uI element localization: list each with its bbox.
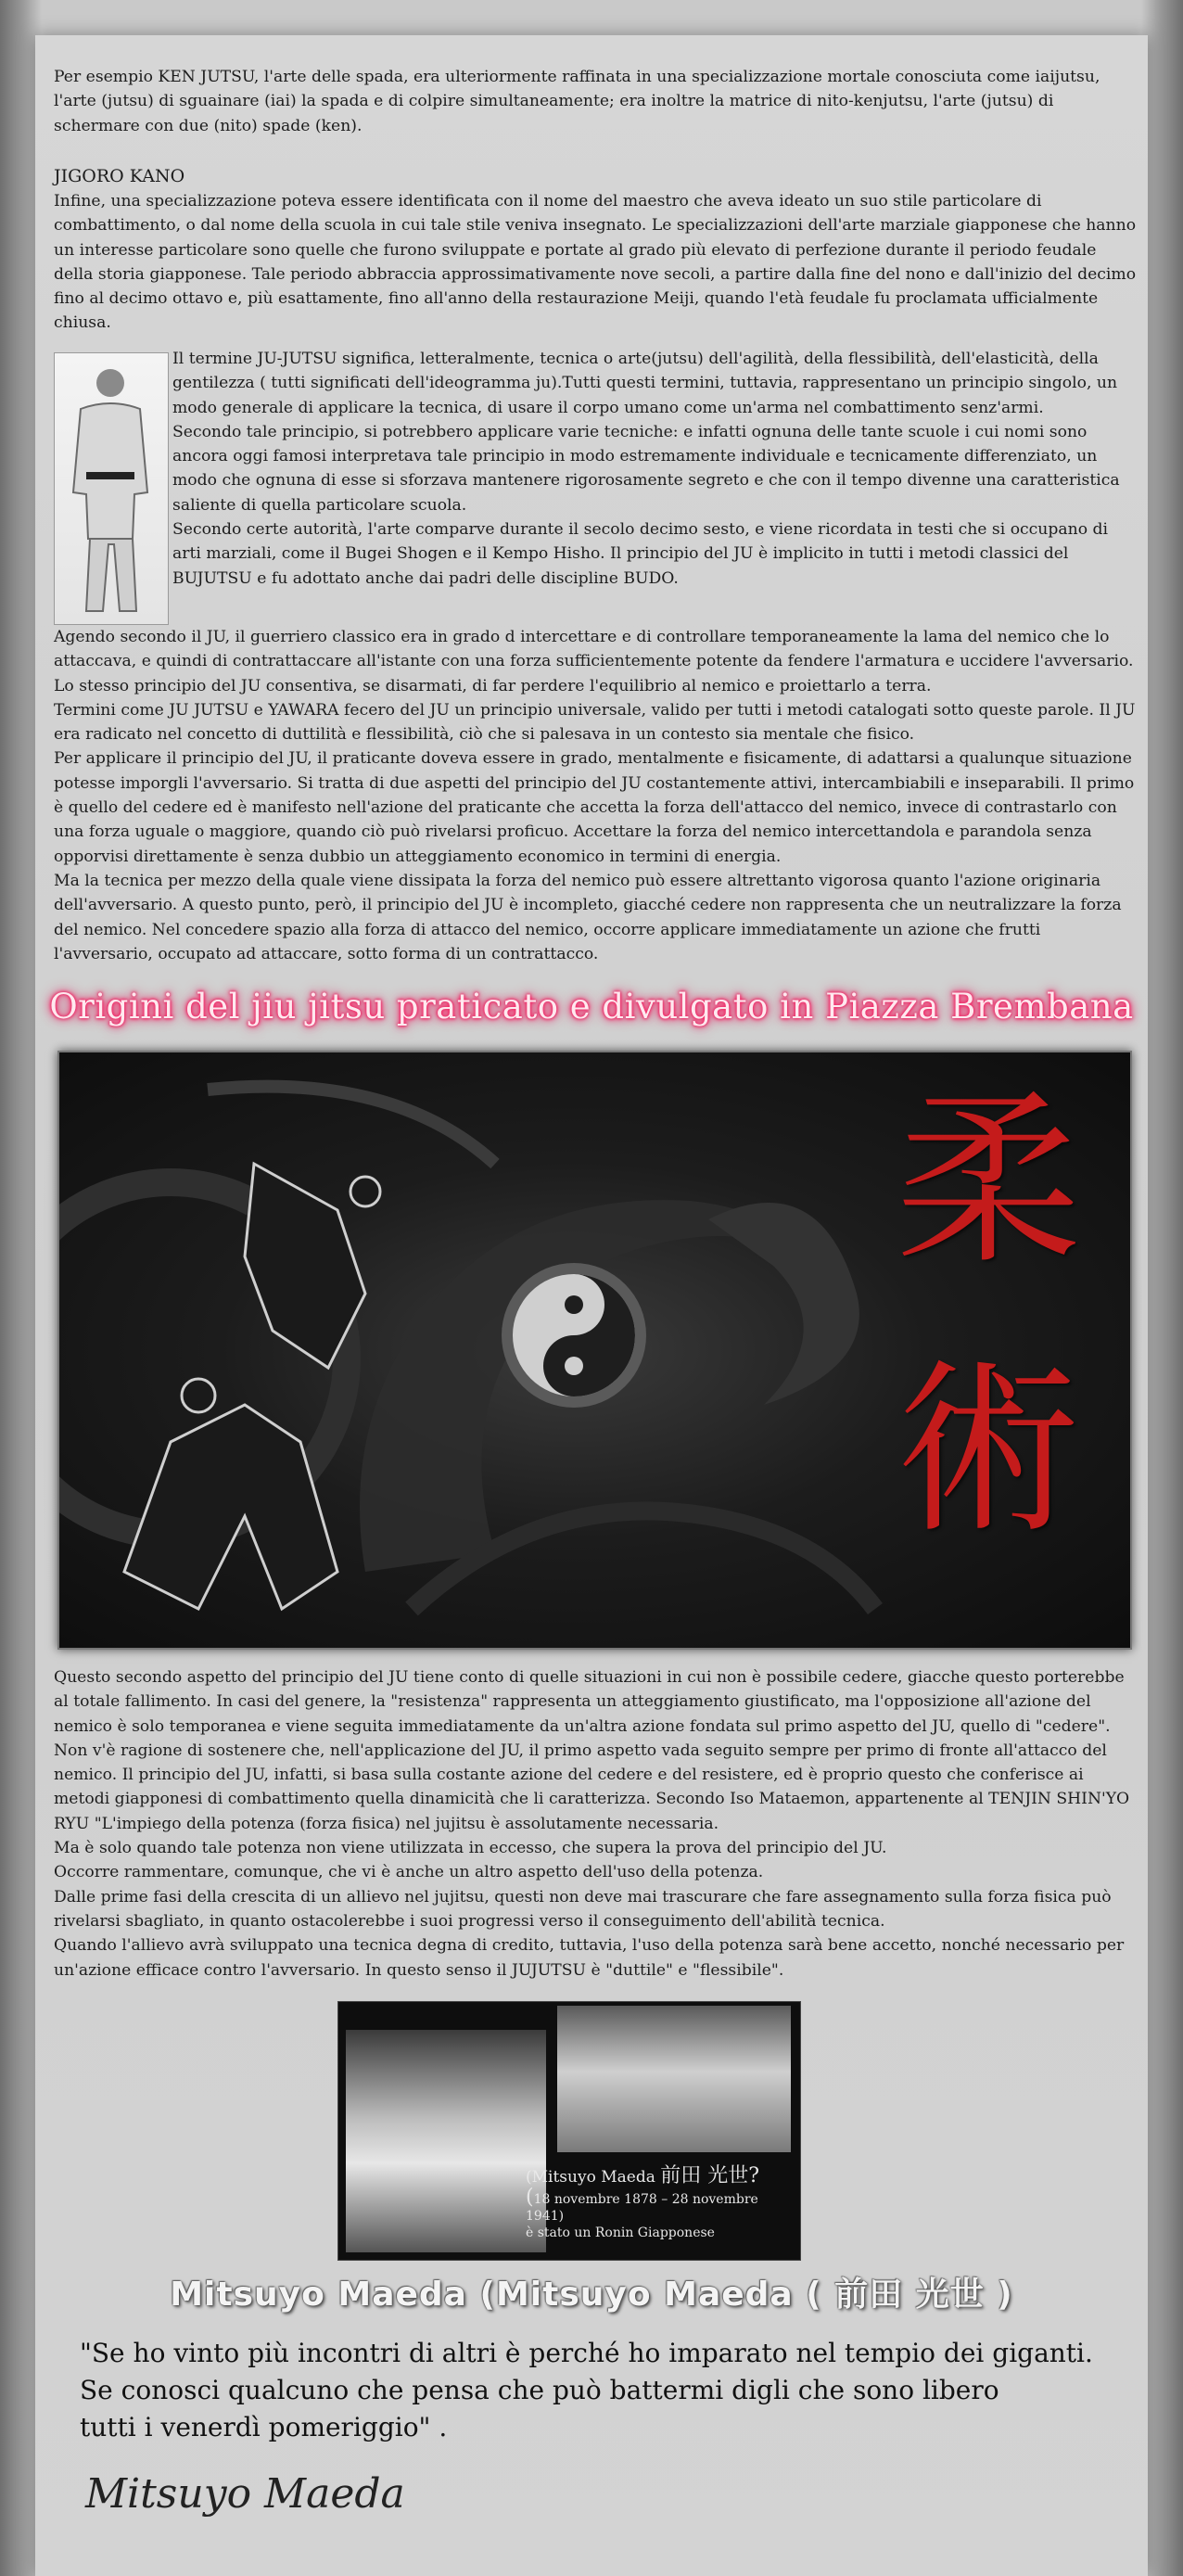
body-paragraph: Termini come JU JUTSU e YAWARA fecero del JU un principio universale, valido per tutti i metodi catalogati sotto queste parole. Il JU era radicato nel concetto di duttilità e flessibilità, ciò che si palesava in un contesto sia mentale che fisico. xyxy=(54,700,1136,745)
body-paragraph: Quando l'allievo avrà sviluppato una tecnica degna di credito, tuttavia, l'uso della potenza sarà bene accetto, nonché necessario per un'azione efficace contro l'avversario. In questo senso il JUJUTSU è "duttile" e "flessibile". xyxy=(54,1936,1125,1980)
kanji-ju: 柔 xyxy=(895,1074,1081,1290)
jujutsu-definition-block xyxy=(172,347,1137,591)
origini-title: Origini del jiu jitsu praticato e divulgato in Piazza Brembana xyxy=(49,987,1134,1027)
body-paragraph: Per applicare il principio del JU, il praticante doveva essere in grado, mentalmente e fisicamente, di adattarsi a qualunque situazione potesse imporgli l'avversario. Si tratta di due aspetti del principio del JU costantemente attivi, intercambiabili e inseparabili. Il primo è quello del cedere ed è manifesto nell'azione del praticante che accetta la forza dell'attacco del nemico, invece di contrastarlo con una forza uguale o maggiore, quando ciò può rivelarsi proficuo. Accettare la forza del nemico intercettandola e parandola senza opporvisi direttamente è senza dubbio un atteggiamento economico in termini di energia. xyxy=(54,749,1135,866)
body-paragraph: Ma la tecnica per mezzo della quale viene dissipata la forza del nemico può essere altrettanto vigorosa quanto l'azione originaria dell'avversario. A questo punto, però, il principio del JU è incompleto, giacché cedere non rappresenta che un neutralizzare la forza del nemico. Nel concedere spazio alla forza di attacco del nemico, occorre applicare immediatamente un azione che frutti l'avversario, occupato ad attaccare, sotto forma di un contrattacco. xyxy=(54,871,1122,963)
quote-line: tutti i venerdì pomeriggio" . xyxy=(80,2412,448,2442)
maeda-name-title: Mitsuyo Maeda (Mitsuyo Maeda ( 前田 光世 ) xyxy=(170,2276,1013,2314)
photo-caption-dates xyxy=(526,2186,785,2241)
mitsuyo-maeda-photos xyxy=(337,2001,801,2261)
yin-yang-icon xyxy=(502,1263,646,1408)
maeda-portrait-photo xyxy=(346,2030,546,2252)
kanji-jutsu: 術 xyxy=(895,1343,1081,1559)
ju-second-aspect-text xyxy=(54,1665,1138,1983)
body-paragraph: Questo secondo aspetto del principio del JU tiene conto di quelle situazioni in cui non è possibile cedere, giacche questo porterebbe al totale fallimento. In casi del genere, la "resistenza" rappresenta un atteggiamento giustificato, ma l'opposizione all'azione del nemico è solo temporanea e viene seguita immediatamente da un'altra azione fondata sul primo aspetto del JU, quello di "cedere". Non v'è ragione di sostenere che, nell'applicazione del JU, il primo aspetto vada seguito sempre per primo di fronte all'attacco del nemico. Il principio del JU, infatti, si basa sulla costante azione del cedere e del resistere, ed è proprio questo che conferisce ai metodi giapponesi di combattimento quella dinamicità che li caratterizza. Secondo Iso Mataemon, appartenente al TENJIN SHIN'YO RYU "L'impiego della potenza (forza fisica) nel jujitsu è assolutamente necessaria. xyxy=(54,1668,1130,1833)
jigoro-kano-photo xyxy=(54,352,169,625)
ju-principle-text xyxy=(54,625,1138,966)
side-paragraph: Il termine JU-JUTSU significa, letteralmente, tecnica o arte(jutsu) dell'agilità, della flessibilità, dell'elasticità, della gentilezza ( tutti significati dell'ideogramma ju).Tutti questi termini, tuttavia, rappresentano un principio singolo, un modo generale di applicare la tecnica, di usare il corpo umano come un'arma nel combattimento senz'armi. xyxy=(172,350,1118,417)
jujutsu-banner-image xyxy=(57,1051,1132,1650)
body-paragraph: Ma è solo quando tale potenza non viene utilizzata in eccesso, che supera la prova del principio del JU. xyxy=(54,1839,887,1858)
photo-caption-name xyxy=(526,2160,759,2188)
kano-paragraph: Infine, una specializzazione poteva essere identificata con il nome del maestro che aveva ideato un suo stile particolare di combattimento, o dal nome della scuola in cui tale stile veniva insegnato. Le specializzazioni dell'arte marziale giapponese che hanno un interesse particolare sono quelle che furono sviluppate e portate al grado più elevato di perfezione durante il periodo feudale della storia giapponese. Tale periodo abbraccia approssimativamente nove secoli, a partire dalla fine del nono e dall'inizio del decimo fino al decimo ottavo e, più esattamente, fino all'anno della restaurazione Meiji, quando l'età feudale fu proclamata ufficialmente chiusa. xyxy=(54,192,1137,333)
maeda-quote xyxy=(80,2335,1146,2446)
caption-japanese-name: 前田 光世? xyxy=(660,2164,760,2187)
maeda-signature: Mitsuyo Maeda xyxy=(85,2470,405,2518)
body-paragraph: Occorre rammentare, comunque, che vi è anche un altro aspetto dell'uso della potenza. xyxy=(54,1863,764,1882)
body-paragraph: Dalle prime fasi della crescita di un allievo nel jujitsu, questi non deve mai trascurare che fare assegnamento sulla forza fisica può rivelarsi sbagliato, in quanto ostacolerebbe i suoi progressi verso il conseguimento dell'abilità tecnica. xyxy=(54,1887,1112,1931)
side-paragraph: Secondo tale principio, si potrebbero applicare varie tecniche: e infatti ognuna delle tante scuole i cui nomi sono ancora oggi famosi interpretava tale principio in modo estremamente individuale e tecnicamente differenziato, un modo che ognuna di esse si sforzava mantenere rigorosamente segreto e che con il tempo divenne una caratteristica saliente di quella particolare scuola. xyxy=(172,422,1120,515)
side-paragraph: Secondo certe autorità, l'arte comparve durante il secolo decimo sesto, e viene ricordata in testi che si occupano di arti marziali, come il Bugei Shogen e il Kempo Hisho. Il principio del JU è implicito in tutti i metodi classici del BUJUTSU e fu adottato anche dai padri delle discipline BUDO. xyxy=(172,520,1109,588)
caption-paren: ( xyxy=(526,2186,534,2209)
caption-dates: 18 novembre 1878 – 28 novembre 1941) xyxy=(526,2192,758,2224)
section-heading-jigoro-kano: JIGORO KANO xyxy=(54,166,185,186)
quote-line: Se conosci qualcuno che pensa che può battermi digli che sono libero xyxy=(80,2375,999,2405)
kano-figure-icon xyxy=(55,353,168,624)
caption-ronin: è stato un Ronin Giapponese xyxy=(526,2225,715,2240)
body-paragraph: Agendo secondo il JU, il guerriero classico era in grado d intercettare e di controllare temporaneamente la lama del nemico che lo attaccava, e quindi di contrattaccare all'istante con una forza sufficientemente potente da fendere l'armatura e uccidere l'avversario. Lo stesso principio del JU consentiva, se disarmati, di far perdere l'equilibrio al nemico e proiettarlo a terra. xyxy=(54,628,1134,695)
intro-paragraph: Per esempio KEN JUTSU, l'arte delle spada, era ulteriormente raffinata in una specializzazione mortale conosciuta come iaijutsu, l'arte (jutsu) di sguainare (iai) la spada e di colpire simultaneamente; era inoltre la matrice di nito-kenjutsu, l'arte (jutsu) di schermare con due (nito) spade (ken). xyxy=(54,68,1100,135)
maeda-group-photo xyxy=(557,2006,791,2152)
caption-prefix: (Mitsuyo Maeda xyxy=(526,2168,655,2187)
quote-line: "Se ho vinto più incontri di altri è perché ho imparato nel tempio dei giganti. xyxy=(80,2338,1093,2368)
